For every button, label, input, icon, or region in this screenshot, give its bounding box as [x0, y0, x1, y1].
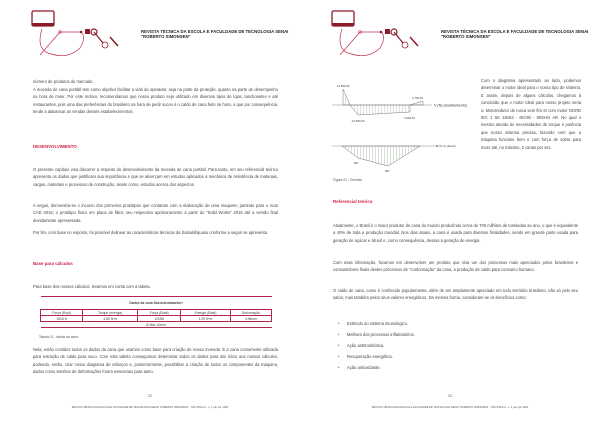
paragraph: O caldo de cana, como é conhecido popularmente, além de ser amplamente apreciado em todo território brasileiro, não só pelo seu sabor, mas também pelos seus valores energéticos. Da mesma forma, consideram-se os benefícios como: [333, 288, 578, 301]
section-heading-referencial: Referencial teórico [333, 199, 373, 204]
journal-header-title: REVISTA TÉCNICA DA ESCOLA E FACULDADE DE TECNOLOGIA SENAI "ROBERTO SIMONSEN" [441, 29, 589, 39]
paragraph: Para base dos nossos cálculos, levamos em conta com a tabela. [33, 284, 151, 289]
journal-logo [328, 8, 428, 63]
table-title: Dados da cana Saccharumbarberi [41, 297, 272, 310]
v-positive-area [343, 89, 350, 105]
v-value: 12.800,00 [337, 84, 350, 88]
section-heading-base-calculos: Base para cálculos [33, 261, 73, 266]
paragraph: Com essa informação, focamos em desenvolver um produto que visa um dos processos mais apreciados pelos brasileiros e consumidores finais destes processos de "conformação" da cana, a produção de caldo para consumo humano. [333, 260, 578, 273]
paragraph: Nela, estão contidos todos os dados da cana que usamos como base para criação de nossa moenda. É a cana comumente utilizada para extração de caldo para suco. Com esta tabela conseguimos determinar todos os dados para dar início aos nossos cálculos, podendo, então, criar nosso diagrama de esforços e, posteriormente, possibilitar a criação de todos os componentes da máquina, dados como tensões de deformações foram essenciais para tanto. [33, 347, 278, 375]
benefits-list [333, 318, 415, 373]
list-item: • Ação antitrombótica. [333, 340, 415, 351]
td: 1,29 N*m [181, 316, 231, 322]
v-value: 2.700,00 [412, 96, 423, 100]
v-value: -16.850,00 [351, 119, 365, 123]
th: Força (Elast) [138, 310, 181, 316]
th: Energia (Elast) [181, 310, 231, 316]
paragraph: A seguir, demonstra-se o incurso dos primeiros protótipos que contaram com a elaboração de uma maquete; partindo para o Auto CAD 2016; o protótipo físico em placa de fibra; seu respectivo aprimoramento a partir do "Solid Works" 2016 até a versão final devidamente apresentada. [33, 203, 278, 223]
paragraph: A moenda de cana portátil tem como objetivo facilitar a vida do operador, seja na parte da proteção, quanto na parte de desempenho na hora de moer. Por este motivo, recomendamos que nosso produto seja utilizado em diversos tipos de lojas, lanchonetes e até restaurantes, pois uma das preferências do brasileiro na hora de pedir sucos é o caldo de cana feito na hora, o que por consequência, tende a alavancar as vendas desses estabelecimentos. [33, 87, 278, 115]
table-footer: Ø Max 40mm [41, 322, 272, 328]
page-number: 23 [448, 394, 452, 398]
list-item: • Recuperação energética. [333, 351, 415, 362]
right-page [300, 0, 600, 424]
th: Deformação [230, 310, 271, 316]
v-label: V (N) (cisalhamento) [434, 103, 467, 108]
page-number: 22 [148, 394, 152, 398]
m-label: M (N.m) (Fletor) [436, 144, 456, 148]
td: 1818 N [41, 316, 83, 322]
m-value: 987 [385, 169, 390, 173]
paragraph: Atualmente, o Brasil é o maior produtor de cana do mundo produzindo cerca de 700 milhões de toneladas ao ano, o que é equivalente a 40% de toda a produção mundial. Nos dias atuais, a cana é usada para diversas finalidades, sendo em grande parte usada para geração de açúcar e álcool e, como consequência, dessas a geração de energia. [333, 223, 578, 243]
journal-logo [28, 8, 128, 63]
table-caption: Tabela 01 - dados da cana. [39, 335, 79, 339]
td: 4,96mm [230, 316, 271, 322]
list-item: • Estímulo ao sistema imunológico. [333, 318, 415, 329]
m-value: 987 [354, 161, 359, 165]
td: 1205N [138, 316, 181, 322]
stress-diagram [320, 80, 480, 175]
v-negative-area [350, 105, 410, 115]
th: Torque (energia) [83, 310, 138, 316]
v-end-area [410, 101, 423, 105]
section-heading-desenvolvimento: DESENVOLVIMENTO [33, 144, 77, 149]
list-item: • Ação antioxidante. [333, 362, 415, 373]
th: Força (Rupt) [41, 310, 83, 316]
journal-header-title: REVISTA TÉCNICA DA ESCOLA E FACULDADE DE TECNOLOGIA SENAI "ROBERTO SIMONSEN" [141, 29, 289, 39]
td: 4,85 N*m [83, 316, 138, 322]
page-footer: REVISTA TÉCNICA DA ESCOLA E FACULDADE DE TECNOLOGIA SENAI "ROBERTO SIMONSEN" - SÃO PAULO - v. 1, jan./jul. 2020 [371, 406, 529, 409]
page-footer: REVISTA TÉCNICA DA ESCOLA E FACULDADE DE TECNOLOGIA SENAI "ROBERTO SIMONSEN" - SÃO PAULO - v. 1, jan./jul. 2020 [71, 406, 229, 409]
paragraph: Com o diagrama apresentado ao lado, podemos determinar o motor ideal para o nosso tipo de sistema. E assim, depois de alguns cálculos, chegamos à conclusão que o motor ideal para nosso projeto seria o: Motorredutor de rosca sem fim SI com motor NORD IEC 1 SK 18163 - IEC90 - 90SH/4 AR. No qual o mesmo atende às necessidades de torque e potência que nosso sistema precisa, fazendo com que a máquina funcione bem e com força de sobra para moer até, no máximo, 2 canas por vez. [481, 78, 581, 150]
paragraph: número de produtos do mercado. [33, 79, 94, 84]
list-item: • Melhora dos processos inflamatórios. [333, 329, 415, 340]
figure-caption: Figura 01 - Tensões. [333, 178, 363, 182]
cane-data-table [40, 296, 272, 328]
paragraph: Por fim, com base no exposto, foi possível delinear as características técnicas da Satoukibijuusu conforme a seguir se apresenta. [33, 230, 269, 235]
v-value: 3.900,50 [404, 116, 415, 120]
paragraph: O presente capítulo visa discorrer a respeito do desenvolvimento da moenda de cana portátil. Para tanto, em seu referencial teórico apresenta os dados que justificam sua importância e que se alicerçam em estudos aplicados à mecânica de resistência de materiais, cargas, materiais e processos de construção, assim como, estudos acerca dos aspectos. [33, 167, 278, 187]
